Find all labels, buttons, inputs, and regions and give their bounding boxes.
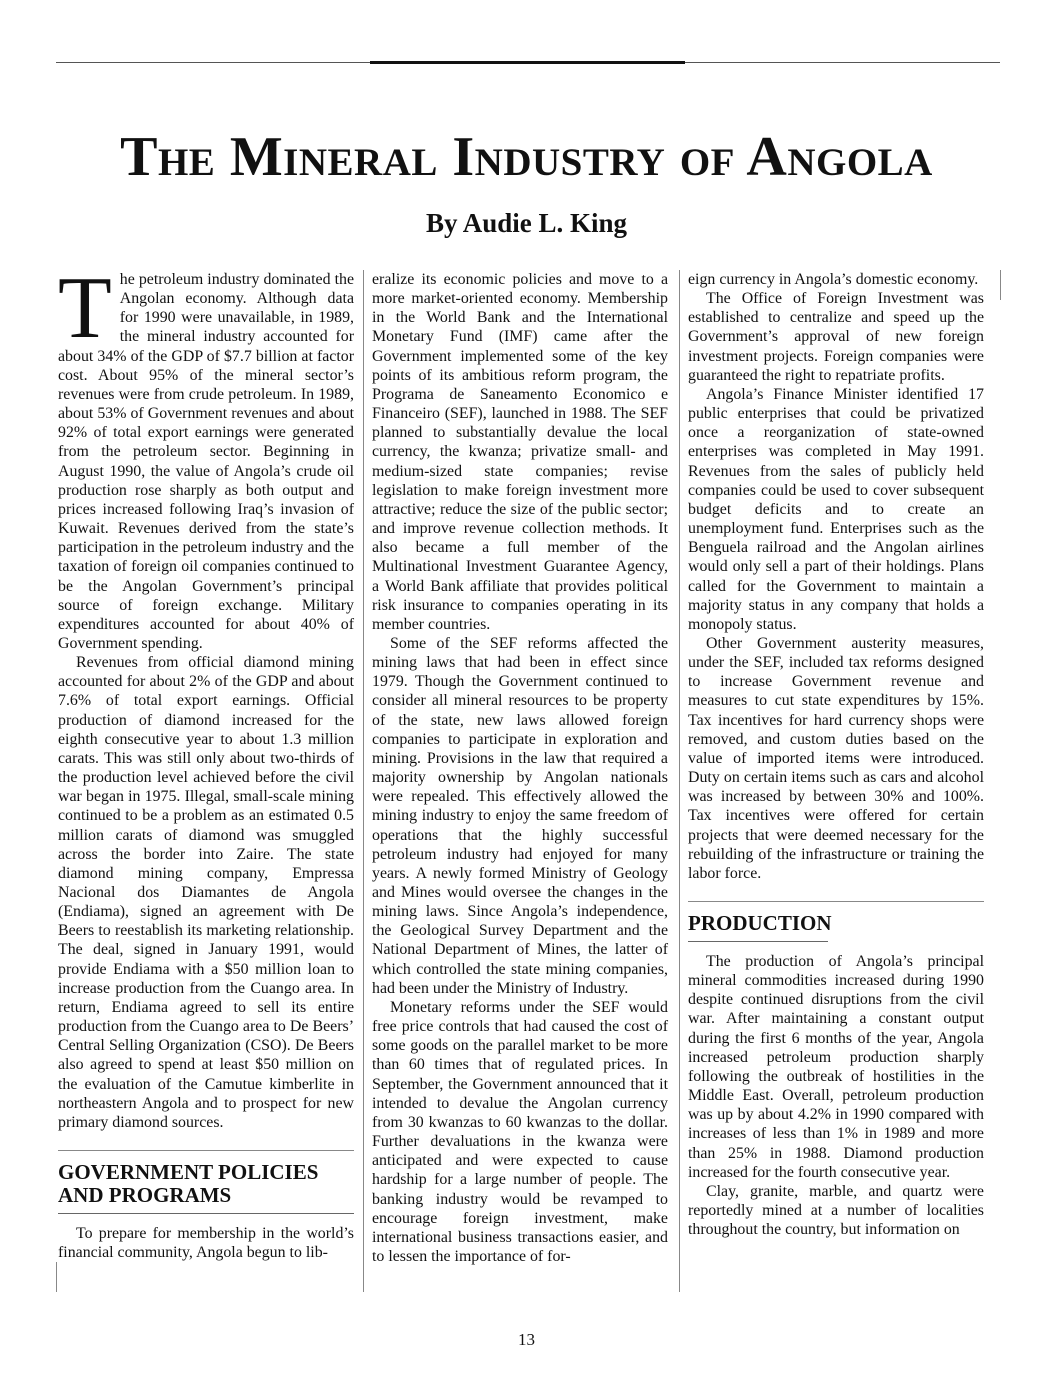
page-number: 13 (518, 1330, 535, 1349)
paragraph: Angola’s Finance Minister identified 17 public enterprises that could be privatized once a reorganization of state-owned enterprises was completed in May 1991. Revenues from the sales of publicly held companies could be used to cover subsequent budget deficits and to create an unemployment fund. Enterprises such as the Benguela railroad and the Angolan airlines would only sell a part of their holdings. Plans called for the Government to maintain a majority status in any company that holds a monopoly status. (688, 385, 984, 633)
paragraph: Monetary reforms under the SEF would free price controls that had caused the cost of some goods on the parallel market to be more than 60 times that of regulated prices. In September, the Government announced that it intended to devalue the Angolan currency from 30 kwanzas to 60 kwanzas to the dollar. Further devaluations in the kwanza were anticipated and were expected to cause hardship for a large number of people. The banking industry would be revamped to encourage foreign investment, make international business transactions easier, and to lessen the importance of for- (372, 998, 668, 1265)
heading-rule (58, 1213, 354, 1214)
section-heading-text: GOVERNMENT POLICIES AND PROGRAMS (58, 1160, 319, 1208)
paragraph: The Office of Foreign Investment was established to centralize and speed up the Government’s approval of new foreign investment projects. Foreign companies were guaranteed the right to repatriate profits. (688, 290, 984, 384)
paragraph: Clay, granite, marble, and quartz were reportedly mined at a number of localities throughout the country, but information on (688, 1182, 984, 1239)
paragraph (58, 260, 354, 653)
column-divider-right-edge (1000, 270, 1001, 300)
section-heading-text: PRODUCTION (688, 911, 832, 935)
section-heading-production (688, 901, 984, 942)
paragraph-text: he petroleum industry dominated the Angolan economy. Although data for 1990 were unavailable, in 1989, the mineral industry accounted for about 34% of the GDP of $7.7 billion at factor cost. About 95% of the mineral sector’s revenues were from crude petroleum. In 1989, about 53% of Government revenues and about 92% of total export earnings were generated from the petroleum sector. Beginning in August 1990, the value of Angola’s crude oil production rose sharply as both output and prices increased following Iraq’s invasion of Kuwait. Revenues derived from the state’s participation in the petroleum industry and the taxation of foreign oil companies continued to be the Angolan Government’s principal source of foreign exchange. Military expenditures accounted for about 40% of Government spending. (58, 271, 354, 652)
column-divider-2 (679, 270, 680, 1292)
paragraph: eralize its economic policies and move to a more market-oriented economy. Membership in the World Bank and the International Monetary Fund (IMF) came after the Government implemented some of the key points of its ambitious reform program, the Programa de Saneamento Economico e Financeiro (SEF), launched in 1988. The SEF planned to substantially devalue the local currency, the kwanza; privatize small- and medium-sized state companies; revise legislation to make foreign investment more attractive; reduce the size of the public sector; and improve revenue collection methods. It also became a full member of the Multinational Investment Guarantee Agency, a World Bank affiliate that provides political risk insurance to companies operating in its member countries. (372, 271, 668, 633)
paragraph: The production of Angola’s principal mineral commodities increased during 1990 despite continued disruptions from the civil war. After maintaining a constant output during the first 6 months of the year, Angola increased petroleum production sharply following the outbreak of hostilities in the Middle East. Overall, petroleum production was up by about 4.2% in 1990 compared with increases of less than 1% in 1989 and more than 25% in 1988. Diamond production increased for the fourth consecutive year. (688, 953, 984, 1181)
text-column-3 (688, 270, 984, 1239)
paragraph: eign currency in Angola’s domestic economy. (688, 271, 979, 288)
paragraph: Revenues from official diamond mining accounted for about 2% of the GDP and about 7.6% of total export earnings. Official production of diamond increased for the eighth consecutive year to about 1.3 million carats. This was still only about two-thirds of the production level achieved before the civil war began in 1975. Illegal, small-scale mining continued to be a problem as an estimated 0.5 million carats of diamond was smuggled across the border into Zaire. The state diamond mining company, Empressa Nacional dos Diamantes de Angola (Endiama), signed an agreement with De Beers to reestablish its marketing relationship. The deal, signed in January 1991, would provide Endiama with a $50 million loan to increase production from the Cuango area. In return, Endiama agreed to sell its entire production from the Cuango area to De Beers’ Central Selling Organization (CSO). De Beers also agreed to spend at least $50 million on the evaluation of the Camutue kimberlite in northeastern Angola and to prospect for new primary diamond sources. (58, 654, 354, 1131)
page-title: The Mineral Industry of Angola (120, 126, 933, 188)
text-column-2 (372, 270, 668, 1266)
author-byline: By Audie L. King (425, 208, 628, 238)
column-divider-left-edge (56, 1262, 57, 1292)
top-rule-accent (370, 61, 685, 64)
drop-cap: T (58, 260, 112, 357)
heading-rule (688, 941, 828, 942)
paragraph: Other Government austerity measures, under the SEF, included tax reforms designed to increase Government revenue and measures to cut state expenditures by 15%. Tax incentives for hard currency shops were removed, and custom duties based on the value of imported items were introduced. Duty on certain items such as cars and alcohol was increased by between 30% and 100%. Tax incentives were offered for certain projects that were deemed necessary for the rebuilding of the infrastructure or training the labor force. (688, 634, 984, 882)
paragraph: Some of the SEF reforms affected the mining laws that had been in effect since 1979. Though the Government continued to consider all mineral resources to be property of the state, new laws allowed foreign companies to participate in exploration and mining. Provisions in the law that required a majority ownership by Angolan nationals were repealed. This effectively allowed the mining industry to enjoy the same freedom of operations that the highly successful petroleum industry had enjoyed for many years. A newly formed Ministry of Geology and Mines would oversee the changes in the mining laws. Since Angola’s independence, the Geological Survey Department and the National Department of Mines, the latter of which controlled the state mining companies, had been under the Ministry of Industry. (372, 634, 668, 997)
section-heading-government-policies (58, 1150, 354, 1214)
column-divider-1 (363, 270, 364, 1292)
text-column-1 (58, 260, 354, 1262)
paragraph: To prepare for membership in the world’s financial community, Angola begun to lib- (58, 1225, 354, 1262)
